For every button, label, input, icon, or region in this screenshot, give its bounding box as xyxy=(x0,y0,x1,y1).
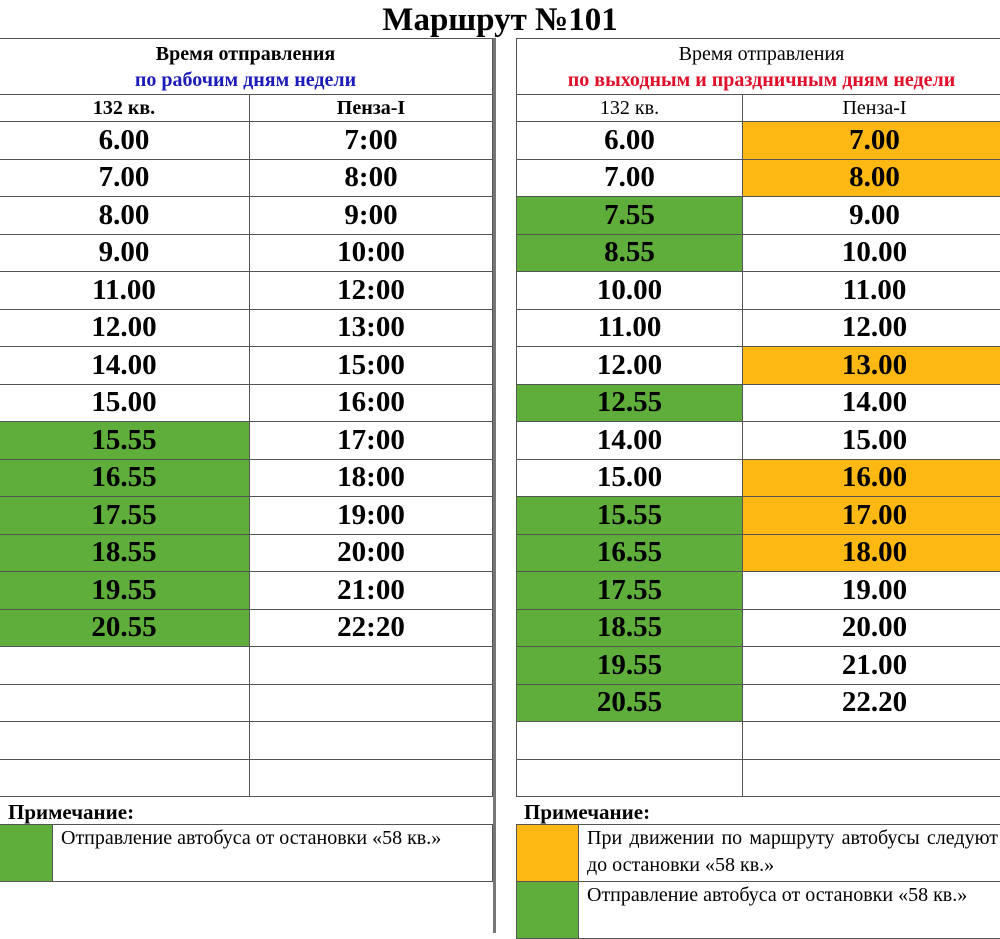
weekdays-time-penza xyxy=(250,722,493,760)
weekdays-time-132kv xyxy=(0,759,250,797)
weekends-time-penza: 20.00 xyxy=(743,609,1000,647)
weekdays-time-penza: 15:00 xyxy=(250,347,493,385)
weekdays-time-penza: 7:00 xyxy=(250,122,493,160)
weekdays-row xyxy=(0,497,493,535)
weekday-note-table xyxy=(0,824,493,882)
weekends-row xyxy=(517,459,1000,497)
weekdays-time-132kv: 16.55 xyxy=(0,459,250,497)
weekdays-row xyxy=(0,309,493,347)
weekend-header-line2: по выходным и праздничным дням недели xyxy=(517,67,1000,93)
weekdays-time-132kv: 8.00 xyxy=(0,197,250,235)
weekday-header-line2: по рабочим дням недели xyxy=(0,67,492,93)
weekdays-time-penza: 18:00 xyxy=(250,459,493,497)
weekends-time-penza: 16.00 xyxy=(743,459,1000,497)
weekdays-time-penza: 20:00 xyxy=(250,534,493,572)
weekends-time-132kv: 11.00 xyxy=(517,309,743,347)
weekdays-time-132kv xyxy=(0,722,250,760)
weekdays-time-132kv: 18.55 xyxy=(0,534,250,572)
legend-green-swatch xyxy=(0,825,53,882)
weekends-row xyxy=(517,572,1000,610)
weekends-row xyxy=(517,497,1000,535)
weekends-row xyxy=(517,647,1000,685)
weekdays-time-penza: 9:00 xyxy=(250,197,493,235)
page-title: Маршрут №101 xyxy=(0,0,1000,40)
weekdays-time-penza: 16:00 xyxy=(250,384,493,422)
legend-orange-swatch xyxy=(517,825,579,882)
weekends-time-132kv: 15.00 xyxy=(517,459,743,497)
weekdays-row xyxy=(0,759,493,797)
weekdays-time-penza: 22:20 xyxy=(250,609,493,647)
weekends-time-penza xyxy=(743,722,1000,760)
weekends-time-132kv: 6.00 xyxy=(517,122,743,160)
weekdays-time-penza xyxy=(250,647,493,685)
weekends-time-132kv: 8.55 xyxy=(517,234,743,272)
weekends-time-132kv xyxy=(517,759,743,797)
weekdays-time-penza: 12:00 xyxy=(250,272,493,310)
weekend-note-table xyxy=(516,824,1000,939)
weekdays-time-132kv: 14.00 xyxy=(0,347,250,385)
weekends-time-132kv: 14.00 xyxy=(517,422,743,460)
weekdays-time-penza: 21:00 xyxy=(250,572,493,610)
weekdays-time-penza xyxy=(250,684,493,722)
center-divider xyxy=(493,38,496,933)
weekdays-time-penza: 10:00 xyxy=(250,234,493,272)
weekdays-time-penza: 8:00 xyxy=(250,159,493,197)
weekends-time-penza: 15.00 xyxy=(743,422,1000,460)
weekdays-row xyxy=(0,684,493,722)
weekdays-time-132kv: 15.00 xyxy=(0,384,250,422)
weekdays-row xyxy=(0,384,493,422)
weekdays-row xyxy=(0,459,493,497)
weekends-row xyxy=(517,272,1000,310)
weekdays-time-132kv: 20.55 xyxy=(0,609,250,647)
weekends-time-132kv: 7.00 xyxy=(517,159,743,197)
weekdays-row xyxy=(0,159,493,197)
weekend-note-heading: Примечание: xyxy=(516,800,1000,824)
weekdays-row xyxy=(0,347,493,385)
legend-green-swatch xyxy=(517,882,579,939)
weekends-time-penza: 8.00 xyxy=(743,159,1000,197)
weekdays-row xyxy=(0,609,493,647)
weekends-time-penza: 13.00 xyxy=(743,347,1000,385)
weekends-time-132kv: 17.55 xyxy=(517,572,743,610)
weekends-row xyxy=(517,684,1000,722)
weekend-note xyxy=(516,800,1000,939)
weekend-header-line1: Время отправления xyxy=(517,41,1000,67)
weekends-row xyxy=(517,197,1000,235)
weekends-time-132kv: 16.55 xyxy=(517,534,743,572)
weekdays-row xyxy=(0,272,493,310)
weekdays-time-132kv: 6.00 xyxy=(0,122,250,160)
weekends-time-132kv: 12.00 xyxy=(517,347,743,385)
weekends-row xyxy=(517,159,1000,197)
weekdays-row xyxy=(0,572,493,610)
weekends-row xyxy=(517,234,1000,272)
weekend-col-penza: Пенза-I xyxy=(743,95,1000,122)
weekends-time-132kv: 12.55 xyxy=(517,384,743,422)
weekday-note xyxy=(0,800,494,882)
weekdays-time-132kv xyxy=(0,684,250,722)
weekends-time-132kv: 7.55 xyxy=(517,197,743,235)
weekday-note-heading: Примечание: xyxy=(0,800,494,824)
weekdays-time-132kv: 9.00 xyxy=(0,234,250,272)
weekends-time-penza: 17.00 xyxy=(743,497,1000,535)
weekends-time-penza: 7.00 xyxy=(743,122,1000,160)
weekends-time-penza: 14.00 xyxy=(743,384,1000,422)
weekdays-row xyxy=(0,197,493,235)
weekend-note-green-text: Отправление автобуса от остановки «58 кв.» xyxy=(579,882,1000,939)
weekday-header xyxy=(0,39,493,95)
weekends-row xyxy=(517,534,1000,572)
weekends-time-penza: 22.20 xyxy=(743,684,1000,722)
weekend-header xyxy=(517,39,1000,95)
weekend-schedule-table xyxy=(516,38,1000,797)
weekends-row xyxy=(517,609,1000,647)
weekdays-time-132kv: 17.55 xyxy=(0,497,250,535)
weekday-schedule-table xyxy=(0,38,493,797)
weekends-row xyxy=(517,722,1000,760)
weekdays-row xyxy=(0,534,493,572)
weekends-row xyxy=(517,309,1000,347)
weekdays-time-132kv: 11.00 xyxy=(0,272,250,310)
weekends-time-132kv: 20.55 xyxy=(517,684,743,722)
weekends-time-132kv xyxy=(517,722,743,760)
weekends-time-penza: 18.00 xyxy=(743,534,1000,572)
weekdays-time-132kv: 19.55 xyxy=(0,572,250,610)
weekends-time-132kv: 15.55 xyxy=(517,497,743,535)
weekends-row xyxy=(517,122,1000,160)
weekdays-row xyxy=(0,422,493,460)
weekends-time-132kv: 18.55 xyxy=(517,609,743,647)
weekends-time-penza xyxy=(743,759,1000,797)
weekdays-row xyxy=(0,722,493,760)
weekdays-time-penza: 13:00 xyxy=(250,309,493,347)
weekends-time-penza: 12.00 xyxy=(743,309,1000,347)
weekends-time-penza: 10.00 xyxy=(743,234,1000,272)
weekends-time-penza: 19.00 xyxy=(743,572,1000,610)
weekends-time-penza: 9.00 xyxy=(743,197,1000,235)
weekend-note-orange-text: При движении по маршруту автобусы следуют до остановки «58 кв.» xyxy=(579,825,1000,882)
weekday-col-penza: Пенза-I xyxy=(250,95,493,122)
weekdays-time-penza: 17:00 xyxy=(250,422,493,460)
weekday-note-text: Отправление автобуса от остановки «58 кв.» xyxy=(53,825,493,882)
weekdays-row xyxy=(0,122,493,160)
weekdays-row xyxy=(0,234,493,272)
weekdays-time-132kv: 12.00 xyxy=(0,309,250,347)
weekdays-row xyxy=(0,647,493,685)
weekends-row xyxy=(517,347,1000,385)
weekdays-time-132kv xyxy=(0,647,250,685)
weekday-header-line1: Время отправления xyxy=(0,41,492,67)
weekdays-time-penza xyxy=(250,759,493,797)
weekends-time-penza: 21.00 xyxy=(743,647,1000,685)
weekday-col-132kv: 132 кв. xyxy=(0,95,250,122)
weekends-row xyxy=(517,759,1000,797)
weekdays-time-132kv: 7.00 xyxy=(0,159,250,197)
weekend-col-132kv: 132 кв. xyxy=(517,95,743,122)
weekends-row xyxy=(517,384,1000,422)
weekends-time-132kv: 19.55 xyxy=(517,647,743,685)
weekdays-time-penza: 19:00 xyxy=(250,497,493,535)
weekends-row xyxy=(517,422,1000,460)
weekends-time-132kv: 10.00 xyxy=(517,272,743,310)
weekends-time-penza: 11.00 xyxy=(743,272,1000,310)
weekdays-time-132kv: 15.55 xyxy=(0,422,250,460)
